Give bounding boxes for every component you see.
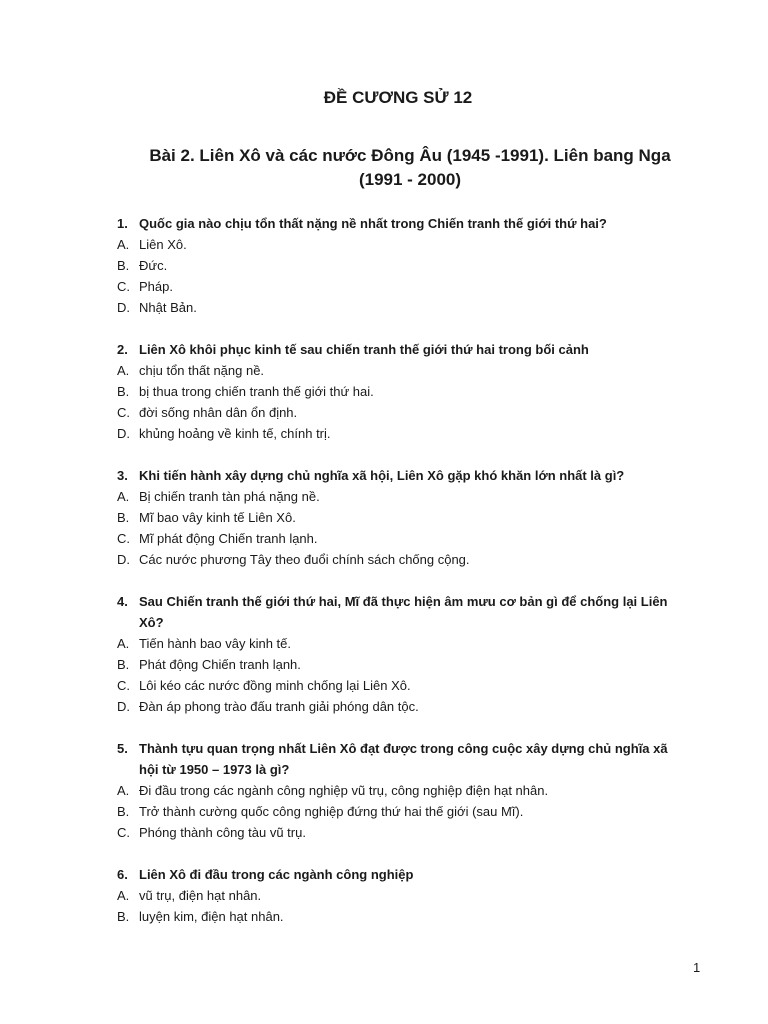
answer-option: [117, 654, 677, 675]
option-label: A.: [117, 237, 130, 252]
option-text: vũ trụ, điện hạt nhân.: [139, 888, 262, 903]
answer-option: [117, 255, 677, 276]
option-label: D.: [117, 426, 130, 441]
answer-option: [117, 360, 677, 381]
option-label: B.: [117, 384, 130, 399]
question-text: Quốc gia nào chịu tổn thất nặng nề nhất trong Chiến tranh thế giới thứ hai?: [139, 216, 607, 231]
option-label: B.: [117, 909, 130, 924]
page-number: 1: [693, 960, 701, 975]
option-label: B.: [117, 258, 130, 273]
question-list: [117, 213, 677, 948]
option-label: C.: [117, 678, 130, 693]
question-stem: [117, 738, 677, 780]
answer-option: [117, 234, 677, 255]
question-stem: [117, 213, 677, 234]
answer-option: [117, 675, 677, 696]
question-number: 6.: [117, 867, 128, 882]
question-text: Sau Chiến tranh thế giới thứ hai, Mĩ đã thực hiện âm mưu cơ bản gì để chống lại Liên Xô?: [139, 594, 668, 630]
option-label: B.: [117, 510, 130, 525]
option-label: A.: [117, 363, 130, 378]
answer-option: [117, 276, 677, 297]
option-text: Đàn áp phong trào đấu tranh giải phóng dân tộc.: [139, 699, 419, 714]
answer-option: [117, 423, 677, 444]
question-text: Thành tựu quan trọng nhất Liên Xô đạt được trong công cuộc xây dựng chủ nghĩa xã hội từ 1950 – 1973 là gì?: [139, 741, 668, 777]
option-label: C.: [117, 825, 130, 840]
question-stem: [117, 339, 677, 360]
option-text: Mĩ bao vây kinh tế Liên Xô.: [139, 510, 296, 525]
question-text: Liên Xô đi đầu trong các ngành công nghiệp: [139, 867, 414, 882]
option-text: đời sống nhân dân ổn định.: [139, 405, 298, 420]
option-label: A.: [117, 489, 130, 504]
answer-option: [117, 780, 677, 801]
option-text: Bị chiến tranh tàn phá nặng nề.: [139, 489, 320, 504]
lesson-heading: Bài 2. Liên Xô và các nước Đông Âu (1945 -1991). Liên bang Nga (1991 - 2000): [149, 146, 671, 189]
answer-option: [117, 297, 677, 318]
option-text: Tiến hành bao vây kinh tế.: [139, 636, 292, 651]
option-text: Các nước phương Tây theo đuổi chính sách chống cộng.: [139, 552, 470, 567]
answer-option: [117, 633, 677, 654]
question-number: 1.: [117, 216, 128, 231]
option-text: Pháp.: [139, 279, 173, 294]
option-text: khủng hoảng về kinh tế, chính trị.: [139, 426, 331, 441]
question-number: 4.: [117, 594, 128, 609]
question-number: 3.: [117, 468, 128, 483]
option-label: C.: [117, 279, 130, 294]
question-item: [117, 864, 677, 927]
answer-option: [117, 885, 677, 906]
question-item: [117, 213, 677, 318]
option-text: Phát động Chiến tranh lạnh.: [139, 657, 301, 672]
option-label: D.: [117, 699, 130, 714]
option-text: Nhật Bản.: [139, 300, 197, 315]
option-text: Mĩ phát động Chiến tranh lạnh.: [139, 531, 318, 546]
answer-option: [117, 402, 677, 423]
option-text: Liên Xô.: [139, 237, 187, 252]
question-item: [117, 738, 677, 843]
option-label: D.: [117, 552, 130, 567]
option-text: Lôi kéo các nước đồng minh chống lại Liên Xô.: [139, 678, 411, 693]
option-text: chịu tổn thất nặng nề.: [139, 363, 265, 378]
answer-option: [117, 801, 677, 822]
answer-option: [117, 528, 677, 549]
document-title: ĐỀ CƯƠNG SỬ 12: [323, 88, 473, 107]
option-label: B.: [117, 804, 130, 819]
option-text: Đi đầu trong các ngành công nghiệp vũ trụ, công nghiệp điện hạt nhân.: [139, 783, 549, 798]
option-text: bị thua trong chiến tranh thế giới thứ hai.: [139, 384, 374, 399]
option-label: D.: [117, 300, 130, 315]
answer-option: [117, 696, 677, 717]
question-item: [117, 339, 677, 444]
answer-option: [117, 381, 677, 402]
option-text: Trở thành cường quốc công nghiệp đứng thứ hai thế giới (sau Mĩ).: [139, 804, 524, 819]
question-stem: [117, 465, 677, 486]
answer-option: [117, 822, 677, 843]
option-text: luyện kim, điện hạt nhân.: [139, 909, 284, 924]
option-label: A.: [117, 783, 130, 798]
question-number: 5.: [117, 741, 128, 756]
question-text: Khi tiến hành xây dựng chủ nghĩa xã hội, Liên Xô gặp khó khăn lớn nhất là gì?: [139, 468, 625, 483]
question-item: [117, 591, 677, 717]
answer-option: [117, 906, 677, 927]
answer-option: [117, 549, 677, 570]
option-label: B.: [117, 657, 130, 672]
answer-option: [117, 486, 677, 507]
option-text: Phóng thành công tàu vũ trụ.: [139, 825, 306, 840]
question-stem: [117, 864, 677, 885]
answer-option: [117, 507, 677, 528]
option-label: A.: [117, 888, 130, 903]
question-text: Liên Xô khôi phục kinh tế sau chiến tranh thế giới thứ hai trong bối cảnh: [139, 342, 589, 357]
option-label: C.: [117, 405, 130, 420]
question-number: 2.: [117, 342, 128, 357]
option-text: Đức.: [139, 258, 168, 273]
question-item: [117, 465, 677, 570]
option-label: C.: [117, 531, 130, 546]
question-stem: [117, 591, 677, 633]
option-label: A.: [117, 636, 130, 651]
